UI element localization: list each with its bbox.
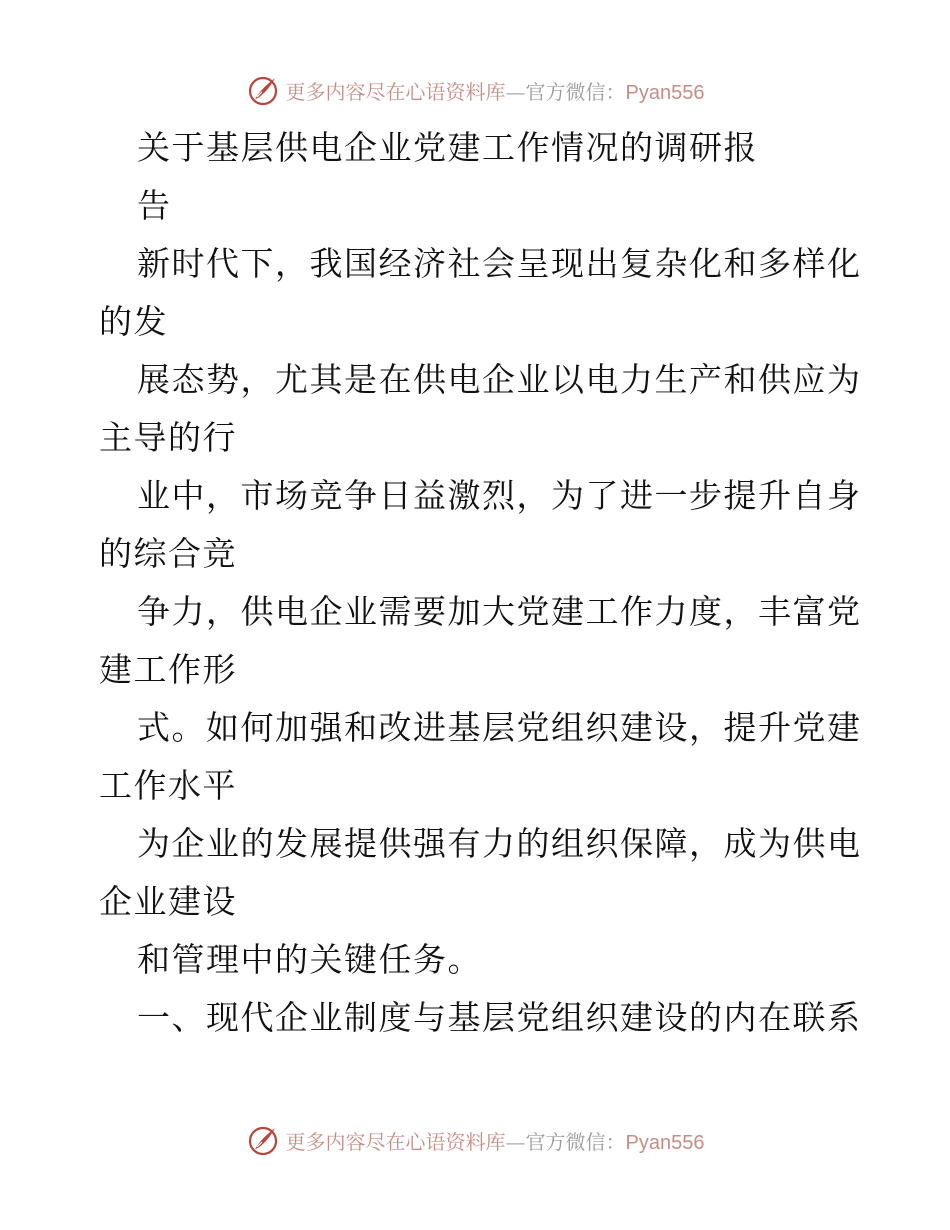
doc-text-line: 企业建设 — [99, 882, 237, 921]
doc-text-line: 的发 — [99, 302, 168, 341]
doc-text-line: 业中，市场竞争日益激烈，为了进一步提升自身 — [137, 476, 862, 515]
banner-wechat-id: Pyan556 — [625, 81, 705, 104]
doc-text-line: 的综合竞 — [99, 534, 237, 573]
doc-title-line-1: 关于基层供电企业党建工作情况的调研报 — [137, 128, 758, 167]
banner-wechat-label: 官方微信： — [525, 79, 626, 104]
banner-wechat-id: Pyan556 — [625, 1131, 705, 1154]
doc-text-line: 式。如何加强和改进基层党组织建设，提升党建 — [137, 708, 862, 747]
doc-text-line: 展态势，尤其是在供电企业以电力生产和供应为 — [137, 360, 862, 399]
quill-pen-logo-icon — [246, 1123, 280, 1157]
banner-text — [286, 1126, 705, 1155]
quill-pen-logo-icon — [246, 73, 280, 107]
footer-banner — [0, 1120, 950, 1160]
banner-site-text: 更多内容尽在心语资料库 — [285, 1129, 506, 1154]
banner-site-text: 更多内容尽在心语资料库 — [285, 79, 506, 104]
doc-text-line: 为企业的发展提供强有力的组织保障，成为供电 — [137, 824, 862, 863]
banner-separator: — — [505, 79, 526, 104]
doc-text-line: 新时代下，我国经济社会呈现出复杂化和多样化 — [137, 244, 862, 283]
doc-text-line: 主导的行 — [99, 418, 237, 457]
doc-title-line-2: 告 — [137, 186, 172, 225]
doc-text-line: 工作水平 — [99, 766, 237, 805]
doc-text-line: 争力，供电企业需要加大党建工作力度，丰富党 — [137, 592, 862, 631]
header-banner — [0, 70, 950, 110]
banner-text — [286, 76, 705, 105]
banner-separator: — — [505, 1129, 526, 1154]
banner-wechat-label: 官方微信： — [525, 1129, 626, 1154]
doc-text-line: 和管理中的关键任务。 — [137, 940, 482, 979]
doc-section-heading: 一、现代企业制度与基层党组织建设的内在联系 — [137, 998, 862, 1037]
doc-text-line: 建工作形 — [99, 650, 237, 689]
